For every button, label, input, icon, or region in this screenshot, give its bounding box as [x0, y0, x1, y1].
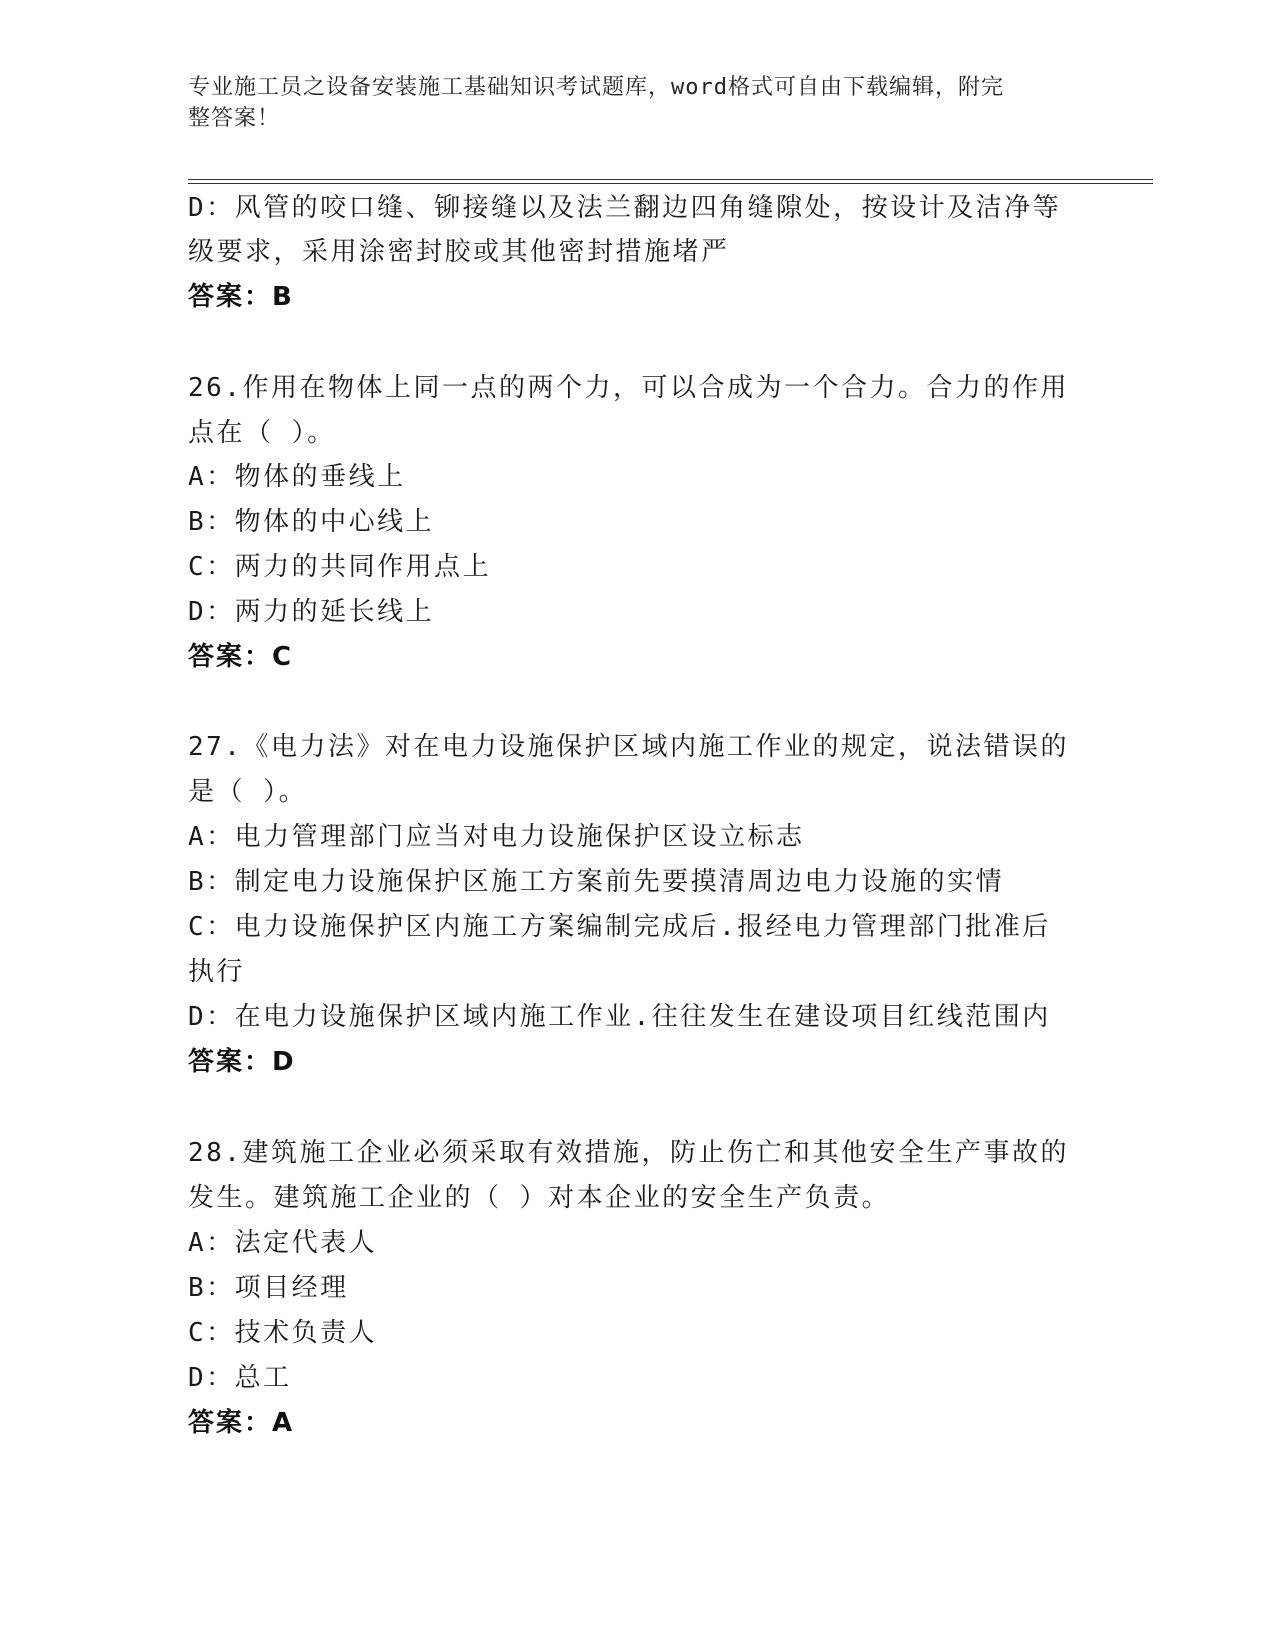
option-line: 级要求，采用涂密封胶或其他密封措施堵严	[188, 237, 730, 267]
option-d: D：总工	[188, 1363, 292, 1393]
option-a: A：法定代表人	[188, 1228, 378, 1258]
answer-line: 答案：C	[188, 642, 294, 672]
option-c: 执行	[188, 957, 246, 987]
option-b: B：物体的中心线上	[188, 507, 435, 537]
option-b: B：项目经理	[188, 1273, 349, 1303]
question-stem: 发生。建筑施工企业的（ ）对本企业的安全生产负责。	[188, 1183, 891, 1213]
header-divider-bottom	[188, 183, 1153, 184]
question-stem: 点在（ ）。	[188, 418, 336, 448]
question-stem: 26.作用在物体上同一点的两个力，可以合成为一个合力。合力的作用	[188, 373, 1069, 403]
option-line: D：风管的咬口缝、铆接缝以及法兰翻边四角缝隙处，按设计及洁净等	[188, 193, 1062, 223]
option-b: B：制定电力设施保护区施工方案前先要摸清周边电力设施的实情	[188, 867, 1005, 897]
answer-line: 答案：A	[188, 1408, 295, 1438]
header-line-1: 专业施工员之设备安装施工基础知识考试题库，word格式可自由下载编辑，附完	[188, 75, 1004, 100]
option-c: C：技术负责人	[188, 1318, 378, 1348]
answer-line: 答案：B	[188, 282, 294, 312]
option-d: D：两力的延长线上	[188, 597, 435, 627]
option-d: D：在电力设施保护区域内施工作业.往往发生在建设项目红线范围内	[188, 1002, 1051, 1032]
option-c: C：两力的共同作用点上	[188, 552, 492, 582]
header-line-2: 整答案！	[188, 106, 281, 131]
answer-line: 答案：D	[188, 1047, 296, 1077]
option-c: C：电力设施保护区内施工方案编制完成后.报经电力管理部门批准后	[188, 912, 1051, 942]
header-divider-top	[188, 179, 1153, 180]
page-header	[188, 72, 1068, 134]
question-stem: 是（ ）。	[188, 777, 308, 807]
option-a: A：物体的垂线上	[188, 462, 406, 492]
question-stem: 27.《电力法》对在电力设施保护区域内施工作业的规定，说法错误的	[188, 732, 1069, 762]
option-a: A：电力管理部门应当对电力设施保护区设立标志	[188, 822, 805, 852]
question-stem: 28.建筑施工企业必须采取有效措施，防止伤亡和其他安全生产事故的	[188, 1138, 1069, 1168]
